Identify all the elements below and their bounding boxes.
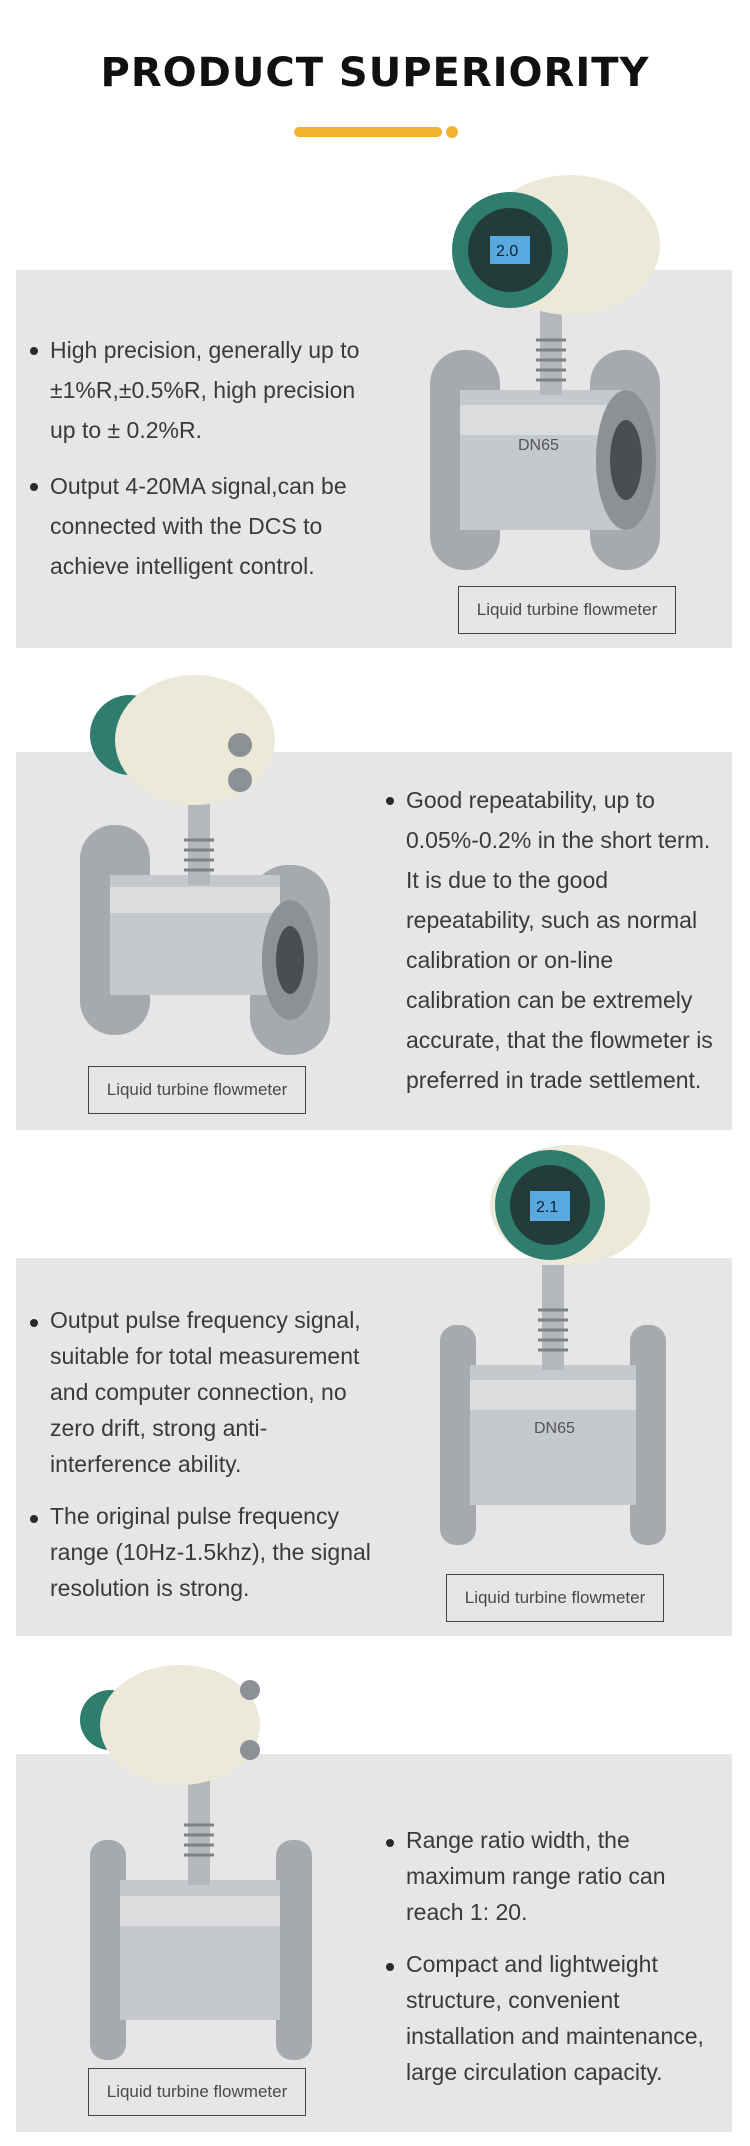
feature-item: High precision, generally up to ±1%R,±0.5%R, high precision up to ± 0.2%R.	[24, 330, 374, 450]
product-image-flowmeter-display	[430, 1135, 680, 1555]
product-caption: Liquid turbine flowmeter	[88, 1066, 306, 1114]
feature-list-2	[380, 780, 720, 1116]
product-caption: Liquid turbine flowmeter	[88, 2068, 306, 2116]
feature-list-3	[24, 1302, 374, 1622]
product-caption: Liquid turbine flowmeter	[458, 586, 676, 634]
feature-item: Range ratio width, the maximum range ratio can reach 1: 20.	[380, 1822, 720, 1930]
product-image-flowmeter-cream	[70, 665, 350, 1065]
product-image-flowmeter-cream	[80, 1660, 320, 2070]
feature-list-4	[380, 1822, 720, 2106]
svg-text:DN65: DN65	[534, 1420, 575, 1437]
page-title: PRODUCT SUPERIORITY	[100, 50, 650, 96]
feature-item: The original pulse frequency range (10Hz-1.5khz), the signal resolution is strong.	[24, 1498, 374, 1606]
title-underline	[294, 127, 442, 137]
feature-list-1	[24, 330, 374, 602]
feature-item: Output 4-20MA signal,can be connected with the DCS to achieve intelligent control.	[24, 466, 374, 586]
svg-text:2.1: 2.1	[536, 1199, 559, 1216]
feature-item: Good repeatability, up to 0.05%-0.2% in the short term. It is due to the good repeatability, such as normal calibration or on-line calibration can be extremely accurate, that the flowmeter is preferred in trade settlement.	[380, 780, 720, 1100]
feature-item: Output pulse frequency signal, suitable for total measurement and computer connection, no zero drift, strong anti-interference ability.	[24, 1302, 374, 1482]
title-underline-dot	[446, 126, 458, 138]
svg-text:2.0: 2.0	[496, 243, 519, 260]
product-caption: Liquid turbine flowmeter	[446, 1574, 664, 1622]
svg-text:DN65: DN65	[518, 437, 559, 454]
product-image-flowmeter-display	[400, 150, 700, 580]
feature-item: Compact and lightweight structure, convenient installation and maintenance, large circulation capacity.	[380, 1946, 720, 2090]
